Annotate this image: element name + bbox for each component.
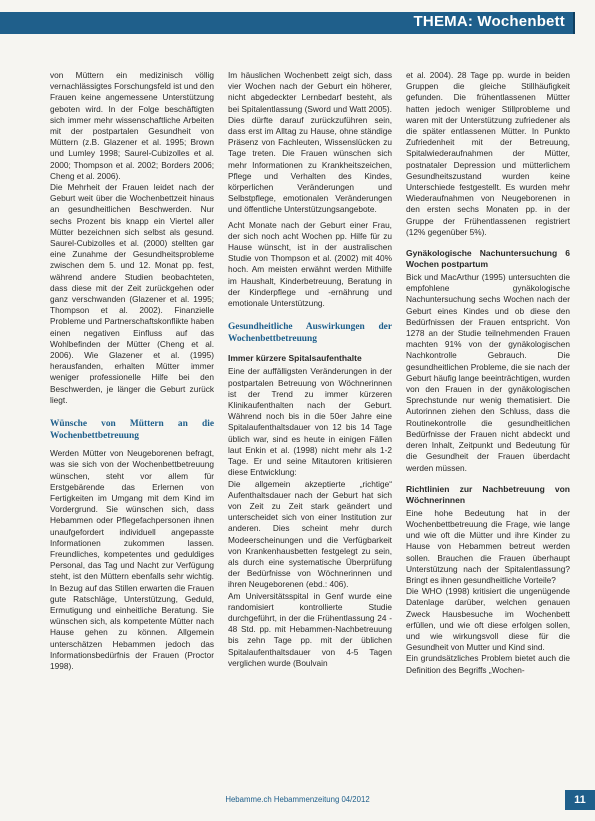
paragraph: Eine hohe Bedeutung hat in der Wochenbettbetreuung die Frage, wie lange und wie oft die Mütter und ihre Kinder zu Hause von Hebammen betreut werden sollen. Brauchen die Frauen überhaupt Unterstützung nach der Spitalentlassung? Bringt es ihnen gesundheitliche Vorteile? — [406, 507, 570, 585]
paragraph: Werden Mütter von Neugeborenen befragt, was sie sich von der Wochenbettbetreuung wünschen, steht vor allem für Erstgebärende das Erlernen von Fertigkeiten im Umgang mit dem Kind im Vordergrund. Sie wünschen sich, dass Hebammen oder Pflegefachpersonen ihnen unaufgefordert individuell angepasste Informationen zukommen lassen. Freundliches, kompetentes und geduldiges Personal, das Tag und Nacht zur Verfügung steht, ist den Müttern ebenfalls sehr wichtig. In Bezug auf das Stillen erwarten die Frauen gute Ratschläge, Unterstützung, Geduld, Ermutigung und einheitliche Beratung. Sie wünschen sich, als kompetente Mütter nach Hause gehen zu können. Allgemein unterschätzen Hebammen jedoch das Informationsbedürfnis der Frauen (Proctor 1998). — [50, 448, 214, 671]
paragraph: Eine der auffälligsten Veränderungen in der postpartalen Betreuung von Wöchnerinnen ist der Trend zu immer kürzeren Klinikaufenthalten nach der Geburt. Während noch bis in die 50er Jahre eine Spitalaufenthaltsdauer von 12 bis 14 Tage üblich war, sind es heute in einigen Fällen laut Enkin et al. (1998) nicht mehr als 1-2 Tage. Er und seine Mitautoren kritisieren diese Entwicklung: — [228, 366, 392, 478]
article-body — [50, 70, 570, 770]
subsection-heading: Immer kürzere Spitalsaufenthalte — [228, 353, 362, 364]
column-1 — [50, 70, 214, 770]
header-bar — [0, 12, 575, 34]
paragraph: Die Mehrheit der Frauen leidet nach der Geburt weit über die Wochenbettzeit hinaus an gesundheitlichen Beschwerden. Nur sechs Prozent bis knapp ein Viertel aller Mütter bezeichnen sich selbst als gesund. Saurel-Cubizolles et al. (2000) stellten gar eine Zunahme der Gesundheitsprobleme zwischen dem 5. und 12. Monat pp. fest, während andere Studien beobachteten, dass diese mit der Zeit zurückgehen oder ganz verschwanden (Glazener et al. 1995; Thompson et al. 2002). Finanzielle Probleme und Partnerschaftskonflikte haben einen negativen Einfluss auf das Wohlbefinden der Mütter (Cheng et al. 2006). Wie Glazener et al. (1995) herausfanden, erhalten Mütter immer weniger professionelle Hilfe bei den Beschwerden, je länger die Geburt zurück liegt. — [50, 182, 214, 405]
section-heading: Gesundheitliche Auswirkungen der Wochenbettbetreuung — [228, 322, 392, 345]
section-heading: Wünsche von Müttern an die Wochenbettbetreuung — [50, 419, 214, 442]
paragraph: von Müttern ein medizinisch völlig vernachlässigtes Forschungsfeld ist und den Frauen keine angemessene Unterstützung geboten wird. In der Folge beschäftigten sich immer mehr wissenschaftliche Arbeiten mit der postpartalen Gesundheit von Müttern (z.B. Glazener et al. 1995; Brown und Lumley 1998; Saurel-Cubizolles et al. 2000; Thompson et al. 2002; Borders 2006; Cheng et al. 2006). — [50, 70, 214, 181]
paragraph: et al. 2004). 28 Tage pp. wurde in beiden Gruppen die gleiche Stillhäufigkeit gefunden. Die frühentlassenen Mütter hatten jedoch weniger Stillprobleme und waren mit der Unterstützung zufriedener als die später entlassenen Mütter. In Punkto Zufriedenheit mit der Betreuung, Spitalwiederaufnahmen der Mütter, postnataler Depression und mütterlichem Gesundheitszustand wurden keine Unterschiede festgestellt. Es wurden mehr Wiederaufnahmen von Neugeborenen in den ersten sechs Monaten pp. in der Gruppe der Frühentlassenen registriert (12% gegenüber 5%). — [406, 70, 570, 237]
paragraph: Acht Monate nach der Geburt einer Frau, der sich noch acht Wochen pp. Hilfe für zu Hause wünscht, ist in der australischen Studie von Thompson et al. (2002) mit 40% hoch. Am meisten erwähnt werden Mithilfe im Haushalt, Kinderbetreuung, Beratung in der Kinderpflege und -ernährung und emotionale Unterstützung. — [228, 219, 392, 309]
paragraph: Die WHO (1998) kritisiert die ungenügende Datenlage darüber, welchen genauen Zweck Hausbesuche im Wochenbett erfüllen, und wie oft diese erfolgen sollen, und wie wirkungsvoll diese für die Gesundheit von Mutter und Kind sind. — [406, 586, 570, 653]
paragraph: Im häuslichen Wochenbett zeigt sich, dass vier Wochen nach der Geburt ein höherer, nicht abgedeckter Lernbedarf besteht, als bei Spitalentlassung (Sword und Watt 2005). Dies dürfte darauf zurückzuführen sein, dass erst im Alltag zu Hause, ohne ständige Präsenz von Fachleuten, Wissenslücken zu Tage treten. Die Frauen wünschen sich mehr Informationen zu Krankheitszeichen, Pflege und Verhalten des Kindes, körperlichen Veränderungen und Selbstpflege, emotionalen Veränderungen und öffentliche Unterstützungsangebote. — [228, 70, 392, 215]
subsection-heading: Gynäkologische Nachuntersuchung 6 Wochen postpartum — [406, 248, 570, 270]
paragraph: Die allgemein akzeptierte „richtige“ Aufenthaltsdauer nach der Geburt hat sich von Zeit zu Zeit stark geändert und unterscheidet sich von einer Institution zur anderen. Dies scheint mehr durch Modeerscheinungen und die Verfügbarkeit von Krankenhausbetten festgelegt zu sein, als durch eine systematische Überprüfung der Bedürfnisse von Wöchnerinnen und ihren Neugeborenen (ebd.: 406). — [228, 478, 392, 590]
column-3 — [406, 70, 570, 770]
section-title: THEMA: Wochenbett — [413, 13, 565, 30]
paragraph: Bick und MacArthur (1995) untersuchten die empfohlene gynäkologische Nachuntersuchung sechs Wochen nach der Geburt eines Kindes und ob diese den Bedürfnissen der Frauen entspricht. Von 1278 an der Studie teilnehmenden Frauen machten 91% von der gynäkologischen Nachkontrolle Gebrauch. Die gesundheitlichen Probleme, die sie nach der Geburt häufig lange beeinträchtigen, wurden von den Frauen in der gynäkologischen Sprechstunde nur wenig thematisiert. Die Autorinnen ziehen den Schluss, dass die Routinekontrolle die gesundheitlichen Bedürfnisse der Frauen nicht abdeckt und deren Inhalt, Zeitpunkt und Bedeutung für die Gesundheit der Frauen überdacht werden müssen. — [406, 272, 570, 473]
column-2 — [228, 70, 392, 770]
page-number: 11 — [565, 790, 595, 810]
subsection-heading: Richtlinien zur Nachbetreuung von Wöchnerinnen — [406, 483, 570, 505]
paragraph: Ein grundsätzliches Problem bietet auch die Definition des Begriffs „Wochen- — [406, 653, 570, 675]
paragraph: Am Universitätsspital in Genf wurde eine randomisiert kontrollierte Studie durchgeführt, in der die Frühentlassung 24 - 48 Std. pp. mit Hebammen-Nachbetreuung bis zehn Tage pp. mit der üblichen Spitalaufenthaltsdauer von 4-5 Tagen verglichen wurde (Boulvain — [228, 590, 392, 668]
footer-journal: Hebamme.ch Hebammenzeitung 04/2012 — [225, 795, 370, 804]
